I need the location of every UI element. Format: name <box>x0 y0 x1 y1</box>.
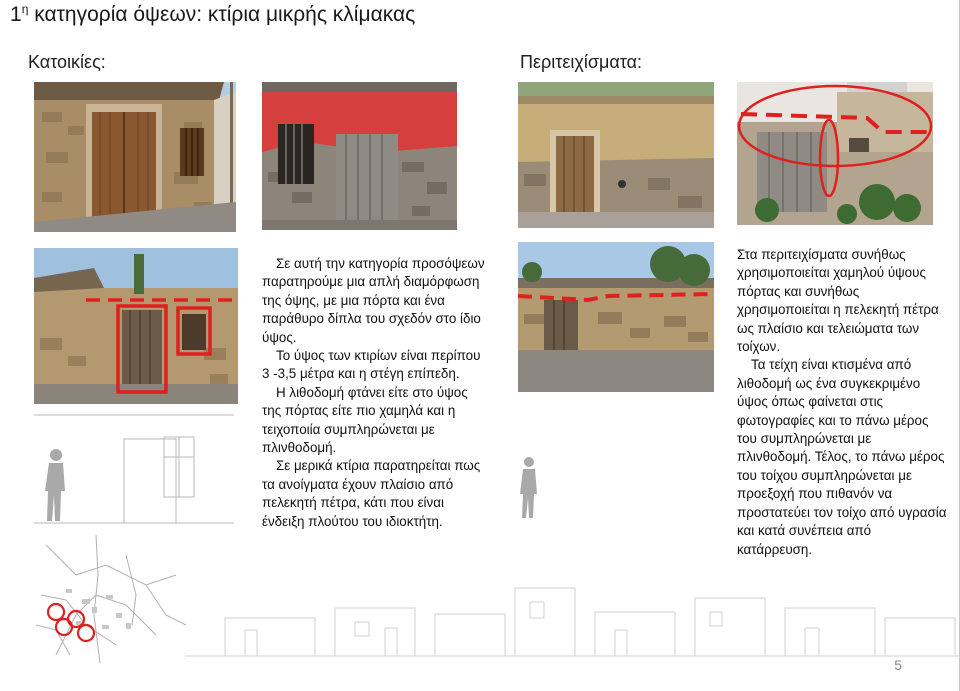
enclosure-scale-figure <box>515 440 555 520</box>
title-text: κατηγορία όψεων: κτίρια μικρής κλίμακας <box>28 3 416 26</box>
houses-paragraph-3: Η λιθοδομή φτάνει είτε στο ύψος της πόρτας είτε πιο χαμηλά και η τειχοποιία συμπληρώνεται με πλινθοδομή. <box>262 384 468 456</box>
human-scale-figure-icon <box>45 449 65 521</box>
title-prefix: 1 <box>10 3 22 26</box>
enclosures-paragraph-1: Στα περιτειχίσματα συνήθως χρησιμοποιείται χαμηλού ύψους πόρτας και συνήθως χρησιμοποιείται η πελεκητή πέτρα ως πλαίσιο και τελειώματα των τοίχων. <box>737 247 939 355</box>
page-number: 5 <box>894 657 902 673</box>
photo-house-annotated <box>34 248 238 404</box>
photo-stone-wall-annotated <box>518 242 714 392</box>
photo-enclosure-annotated <box>737 82 933 225</box>
houses-paragraph-4: Σε μερικά κτίρια παρατηρείται πως τα ανοίγματα έχουν πλαίσιο από πελεκητή πέτρα, κάτι που είναι ένδειξη πλούτου του ιδιοκτήτη. <box>262 458 481 529</box>
house-elevation-sketch <box>34 413 234 531</box>
houses-heading: Κατοικίες: <box>28 52 106 72</box>
street-elevation-sketch <box>185 578 960 660</box>
enclosures-heading: Περιτειχίσματα: <box>520 52 642 72</box>
village-map <box>36 535 186 663</box>
enclosures-description <box>737 246 947 559</box>
human-scale-figure-icon <box>520 457 537 518</box>
photo-enclosure-wall-door <box>518 82 714 228</box>
houses-paragraph-1: Σε αυτή την κατηγορία προσόψεων παρατηρούμε μια απλή διαμόρφωση της όψης, με μια πόρτα και ένα παράθυρο δίπλα του σχεδόν στο ίδιο ύψος. <box>262 256 485 345</box>
houses-description <box>262 255 486 531</box>
enclosures-paragraph-2: Τα τείχη είναι κτισμένα από λιθοδομή ως ένα συγκεκριμένο ύψος όπως φαίνεται στις φωτογραφίες και το πάνω μέρος του συμπληρώνεται με πλινθοδομή. Τέλος, το πάνω μέρος του τοίχου συμπληρώνεται με προεξοχή που πιθανόν να προστατεύει τον τοίχο από υγρασία και κατά συνέπεια από κατάρρευση. <box>737 357 947 557</box>
photo-house-wooden-door <box>34 82 236 232</box>
houses-paragraph-2: Το ύψος των κτιρίων είναι περίπου 3 -3,5 μέτρα και η στέγη επίπεδη. <box>262 348 481 382</box>
photo-house-red-plaster <box>262 82 457 230</box>
title-superscript: η <box>21 2 29 16</box>
slide-title <box>10 2 415 27</box>
